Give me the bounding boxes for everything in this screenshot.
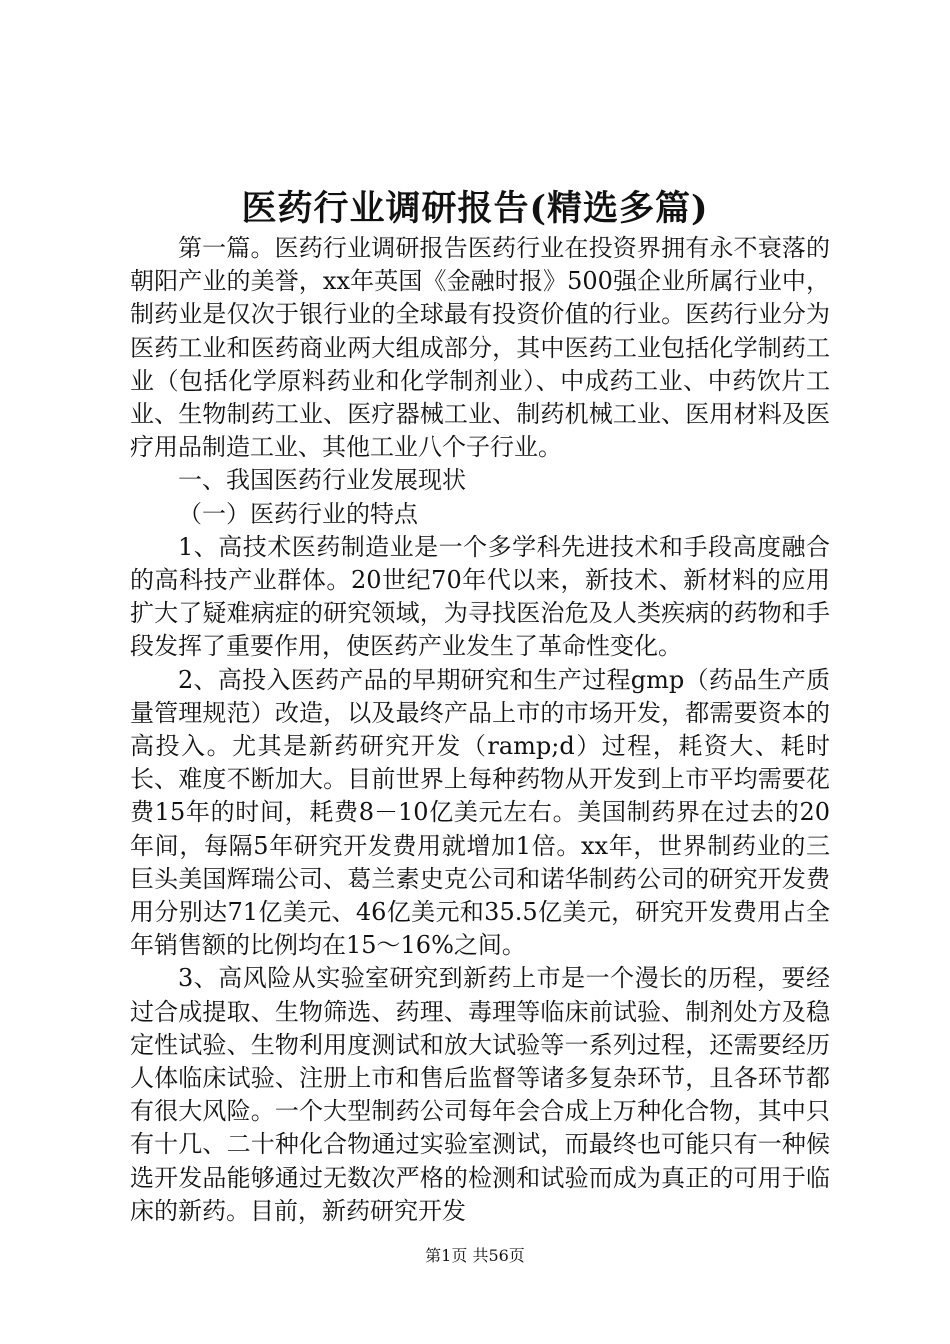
document-body: [130, 232, 830, 1228]
paragraph-intro: 第一篇。医药行业调研报告医药行业在投资界拥有永不衰落的朝阳产业的美誉，xx年英国《金融时报》500强企业所属行业中，制药业是仅次于银行业的全球最有投资价值的行业。医药行业分为医药工业和医药商业两大组成部分，其中医药工业包括化学制药工业（包括化学原料药业和化学制剂业）、中成药工业、中药饮片工业、生物制药工业、医疗器械工业、制药机械工业、医用材料及医疗用品制造工业、其他工业八个子行业。: [130, 234, 830, 462]
paragraph-point-3: 3、高风险从实验室研究到新药上市是一个漫长的历程，要经过合成提取、生物筛选、药理、毒理等临床前试验、制剂处方及稳定性试验、生物利用度测试和放大试验等一系列过程，还需要经历人体临床试验、注册上市和售后监督等诸多复杂环节，且各环节都有很大风险。一个大型制药公司每年会合成上万种化合物，其中只有十几、二十种化合物通过实验室测试，而最终也可能只有一种候选开发品能够通过无数次严格的检测和试验而成为真正的可用于临床的新药。目前，新药研究开发: [130, 964, 830, 1225]
paragraph-point-2: 2、高投入医药产品的早期研究和生产过程gmp（药品生产质量管理规范）改造，以及最终产品上市的市场开发，都需要资本的高投入。尤其是新药研究开发（ramp;d）过程，耗资大、耗时长、难度不断加大。目前世界上每种药物从开发到上市平均需要花费15年的时间，耗费8－10亿美元左右。美国制药界在过去的20年间，每隔5年研究开发费用就增加1倍。xx年，世界制药业的三巨头美国辉瑞公司、葛兰素史克公司和诺华制药公司的研究开发费用分别达71亿美元、46亿美元和35.5亿美元，研究开发费用占全年销售额的比例均在15～16%之间。: [130, 665, 830, 960]
section-heading: 一、我国医药行业发展现状: [178, 466, 466, 495]
page-number-footer: 第1页 共56页: [425, 1246, 525, 1265]
document-title: 医药行业调研报告(精选多篇): [241, 188, 709, 229]
subsection-heading: （一）医药行业的特点: [178, 499, 418, 528]
paragraph-point-1: 1、高技术医药制造业是一个多学科先进技术和手段高度融合的高科技产业群体。20世纪70年代以来，新技术、新材料的应用扩大了疑难病症的研究领域，为寻找医治危及人类疾病的药物和手段发挥了重要作用，使医药产业发生了革命性变化。: [130, 532, 830, 661]
